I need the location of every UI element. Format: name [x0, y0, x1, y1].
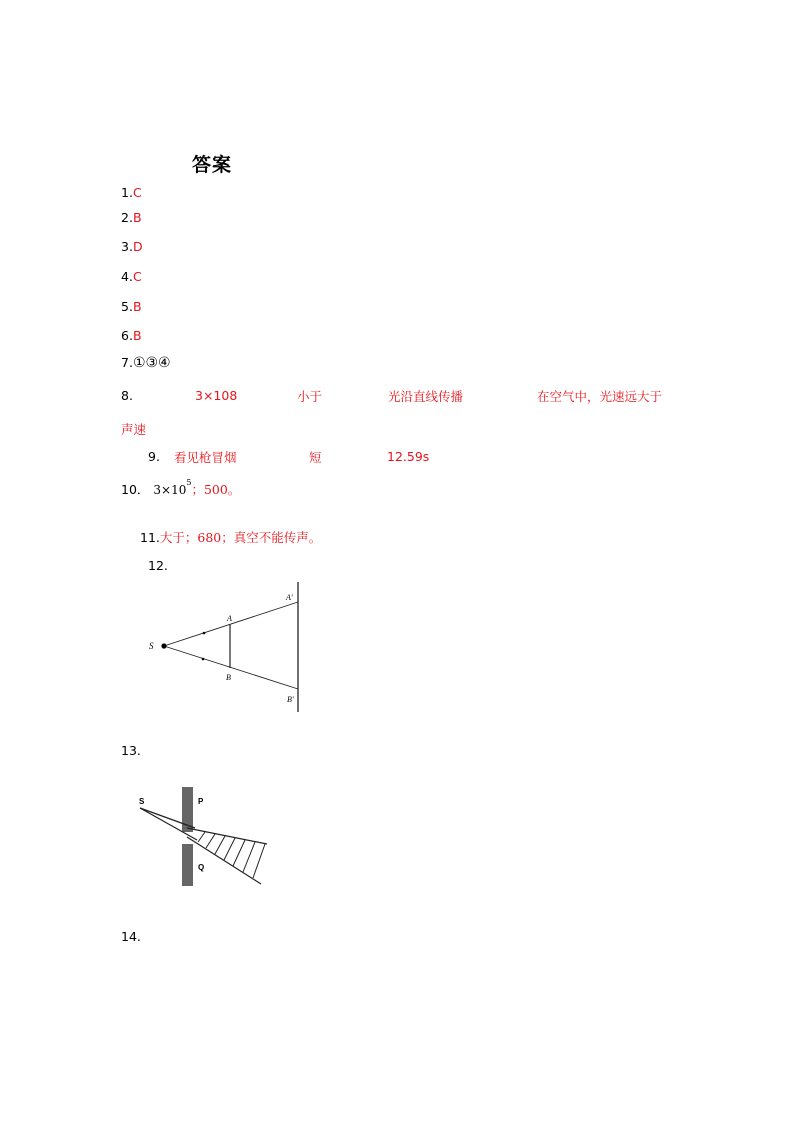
answer-number: 10．	[121, 482, 150, 497]
label-p: P	[198, 797, 204, 806]
answer-title: 答案	[192, 154, 233, 176]
answer-2	[121, 210, 142, 225]
answer-value: ①③④	[132, 355, 171, 371]
hatch-line	[253, 844, 265, 878]
ray-arrow-mark	[203, 632, 206, 635]
answer-number: 6.	[121, 328, 133, 343]
answer-8-blank-4: 在空气中，光速远大于	[537, 389, 663, 404]
label-b-prime: B'	[287, 695, 294, 704]
beam-edge-bottom	[187, 837, 261, 884]
answer-7	[121, 355, 171, 371]
hatch-line	[215, 836, 225, 854]
answer-value: ；500。	[191, 482, 241, 497]
answer-value: B	[132, 299, 142, 314]
answer-3	[121, 239, 143, 254]
answer-10	[121, 480, 240, 498]
hatch-line	[233, 840, 245, 866]
shadow-ray-diagram	[140, 578, 320, 718]
answer-9-blank-3: 12.59s	[387, 449, 430, 464]
answer-value: B	[132, 328, 142, 343]
answer-8-blank-3: 光沿直线传播	[388, 389, 464, 404]
answer-5	[121, 299, 142, 314]
label-a: A	[227, 614, 232, 623]
answer-6	[121, 328, 142, 343]
answer-1	[121, 185, 142, 200]
answer-number: 7.	[121, 355, 133, 370]
answer-12-number: 12.	[148, 558, 168, 573]
barrier-q	[182, 844, 193, 886]
ray-lower	[164, 646, 298, 689]
answer-4	[121, 269, 142, 284]
answer-value: D	[132, 239, 143, 254]
answer-9-blank-2: 短	[309, 450, 322, 465]
answer-number: 11.	[140, 530, 160, 545]
formula-base: 3×10	[153, 483, 187, 497]
hatch-line	[243, 842, 255, 872]
label-s: S	[139, 797, 145, 806]
pinhole-diagram	[135, 782, 280, 892]
answer-11	[140, 528, 321, 546]
answer-value: C	[132, 269, 142, 284]
answer-number: 3.	[121, 239, 133, 254]
answer-8-blank-1: 3×108	[195, 388, 238, 403]
ray-upper	[164, 602, 298, 646]
label-a-prime: A'	[286, 593, 293, 602]
answer-8-number: 8.	[121, 388, 133, 403]
hatch-line	[206, 834, 215, 848]
light-source-dot	[161, 643, 166, 648]
label-q: Q	[198, 863, 205, 872]
answer-value: B	[132, 210, 142, 225]
answer-8-blank-2: 小于	[297, 389, 323, 404]
answer-number: 4.	[121, 269, 133, 284]
answer-formula	[153, 478, 192, 497]
answer-9-blank-1: 看见枪冒烟	[174, 450, 237, 465]
answer-9-number: 9.	[148, 449, 160, 464]
answer-8-blank-4-cont: 声速	[121, 422, 147, 437]
answer-value: C	[132, 185, 142, 200]
label-s: S	[149, 641, 154, 651]
answer-13-number: 13.	[121, 743, 141, 758]
hatch-line	[198, 832, 205, 842]
ray-arrow-mark	[202, 658, 205, 661]
answer-14-number: 14.	[121, 929, 141, 944]
hatch-line	[224, 838, 235, 860]
label-b: B	[226, 673, 231, 682]
answer-number: 5.	[121, 299, 133, 314]
beam-edge-top	[187, 828, 267, 844]
answer-number: 2.	[121, 210, 133, 225]
formula-exponent: 5	[186, 478, 192, 487]
answer-number: 1.	[121, 185, 133, 200]
answer-value: 大于；680；真空不能传声。	[159, 530, 322, 545]
